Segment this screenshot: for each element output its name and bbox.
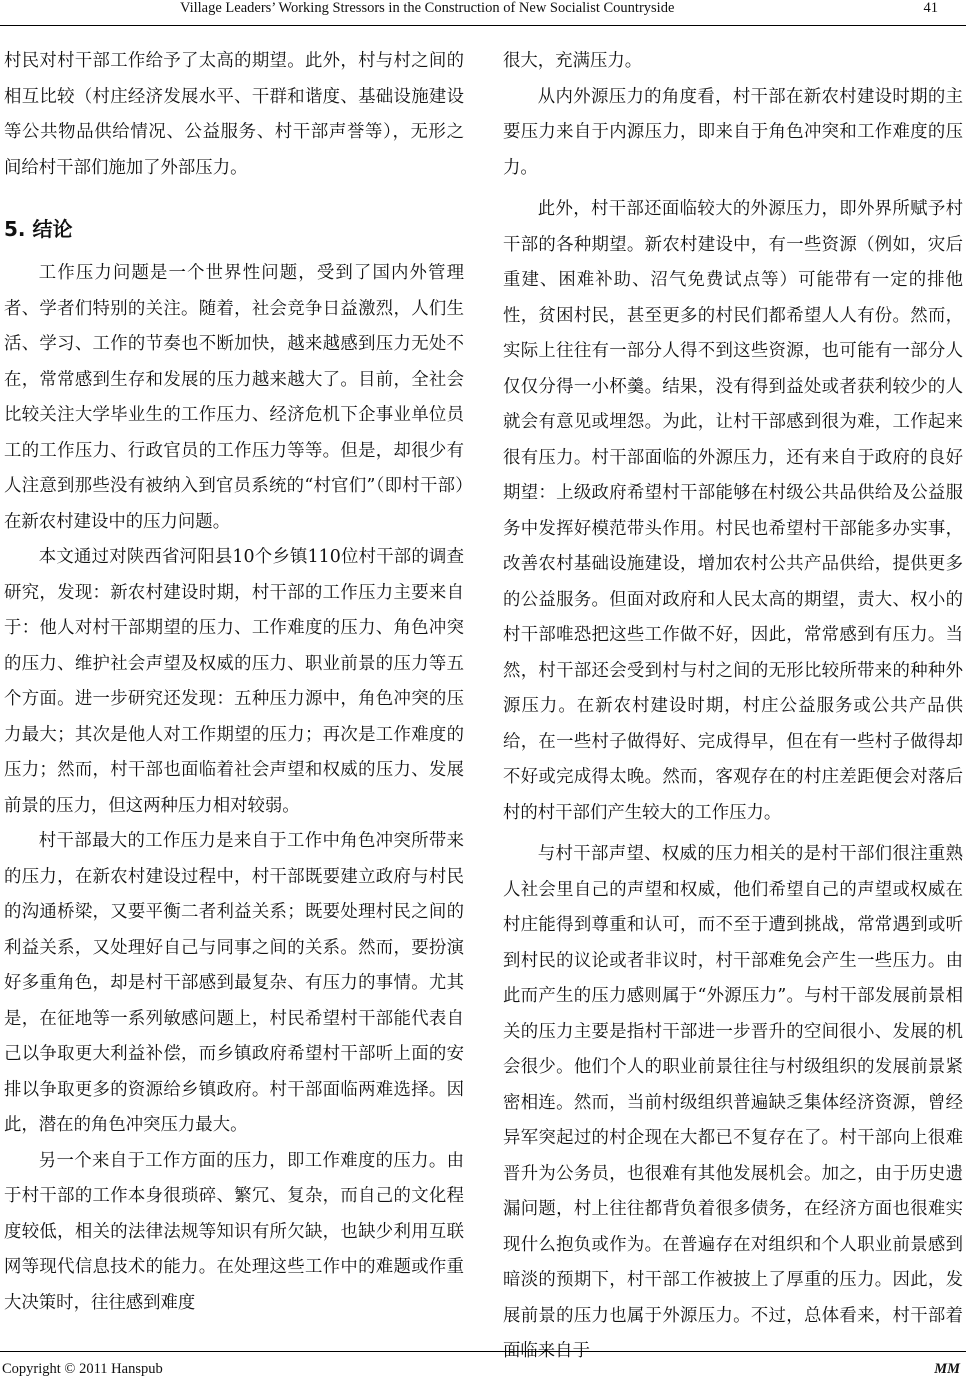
copyright-text: Copyright © 2011 Hanspub <box>2 1361 163 1377</box>
page-footer <box>0 1351 966 1386</box>
right-column <box>503 44 963 1370</box>
paragraph: 工作压力问题是一个世界性问题，受到了国内外管理者、学者们特别的关注。随着，社会竞争日益激烈，人们生活、学习、工作的节奏也不断加快，越来越感到压力无处不在，常常感到生存和发展的压力越来越大了。目前，全社会比较关注大学毕业生的工作压力、经济危机下企事业单位员工的工作压力、行政官员的工作压力等等。但是，却很少有人注意到那些没有被纳入到官员系统的“村官们”（即村干部）在新农村建设中的压力问题。 <box>4 263 464 532</box>
running-title: Village Leaders’ Working Stressors in the Construction of New Socialist Countryside <box>180 0 675 16</box>
paragraph: 此外，村干部还面临较大的外源压力，即外界所赋予村干部的各种期望。新农村建设中，有一些资源（例如，灾后重建、困难补助、沼气免费试点等）可能带有一定的排他性，贫困村民，甚至更多的村民们都希望人人有份。然而，实际上往往有一部分人得不到这些资源，也可能有一部分人仅仅分得一小杯羹。结果，没有得到益处或者获利较少的人就会有意见或埋怨。为此，让村干部感到很为难，工作起来很有压力。村干部面临的外源压力，还有来自于政府的良好期望：上级政府希望村干部能够在村级公共品供给及公益服务中发挥好模范带头作用。村民也希望村干部能多办实事，改善农村基础设施建设，增加农村公共产品供给，提供更多的公益服务。但面对政府和人民太高的期望，责大、权小的村干部唯恐把这些工作做不好，因此，常常感到有压力。当然，村干部还会受到村与村之间的无形比较所带来的种种外源压力。在新农村建设时期，村庄公益服务或公共产品供给，在一些村子做得好、完成得早，但在有一些村子做得却不好或完成得太晚。然而，客观存在的村庄差距便会对落后村的村干部们产生较大的工作压力。 <box>503 199 963 823</box>
paragraph-continued: 很大，充满压力。 <box>503 51 643 71</box>
paragraph: 本文通过对陕西省河阳县10个乡镇110位村干部的调查研究，发现：新农村建设时期，村干部的工作压力主要来自于：他人对村干部期望的压力、工作难度的压力、角色冲突的压力、维护社会声望及权威的压力、职业前景的压力等五个方面。进一步研究还发现：五种压力源中，角色冲突的压力最大；其次是他人对工作期望的压力；再次是工作难度的压力；然而，村干部也面临着社会声望和权威的压力、发展前景的压力，但这两种压力相对较弱。 <box>4 547 464 816</box>
left-column <box>4 44 464 1321</box>
page-number: 41 <box>923 0 938 16</box>
paragraph: 与村干部声望、权威的压力相关的是村干部们很注重熟人社会里自己的声望和权威，他们希望自己的声望或权威在村庄能得到尊重和认可，而不至于遭到挑战，常常遇到或听到村民的议论或者非议时，村干部难免会产生一些压力。由此而产生的压力感则属于“外源压力”。与村干部发展前景相关的压力主要是指村干部进一步晋升的空间很小、发展的机会很少。他们个人的职业前景往往与村级组织的发展前景紧密相连。然而，当前村级组织普遍缺乏集体经济资源，曾经异军突起过的村企现在大都已不复存在了。村干部向上很难晋升为公务员，也很难有其他发展机会。加之，由于历史遗漏问题，村上往往都背负着很多债务，在经济方面也很难实现什么抱负或作为。在普遍存在对组织和个人职业前景感到暗淡的预期下，村干部工作被披上了厚重的压力。因此，发展前景的压力也属于外源压力。不过，总体看来，村干部着面临来自于 <box>503 844 963 1361</box>
paragraph: 从内外源压力的角度看，村干部在新农村建设时期的主要压力来自于内源压力，即来自于角色冲突和工作难度的压力。 <box>503 86 963 178</box>
paragraph-continued: 村民对村干部工作给予了太高的期望。此外，村与村之间的相互比较（村庄经济发展水平、干群和谐度、基础设施建设等公共物品供给情况、公益服务、村干部声誉等），无形之间给村干部们施加了外部压力。 <box>4 51 464 178</box>
section-heading: 5. 结论 <box>4 217 73 241</box>
paragraph: 另一个来自于工作方面的压力，即工作难度的压力。由于村干部的工作本身很琐碎、繁冗、复杂，而自己的文化程度较低，相关的法律法规等知识有所欠缺，也缺少利用互联网等现代信息技术的能力。在处理这些工作中的难题或作重大决策时，往往感到难度 <box>4 1150 464 1313</box>
journal-logo: MM <box>934 1361 960 1377</box>
running-header <box>0 0 966 26</box>
paragraph: 村干部最大的工作压力是来自于工作中角色冲突所带来的压力，在新农村建设过程中，村干部既要建立政府与村民的沟通桥梁，又要平衡二者利益关系；既要处理村民之间的利益关系，又处理好自己与同事之间的关系。然而，要扮演好多重角色，却是村干部感到最复杂、有压力的事情。尤其是，在征地等一系列敏感问题上，村民希望村干部能代表自己以争取更大利益补偿，而乡镇政府希望村干部听上面的安排以争取更多的资源给乡镇政府。村干部面临两难选择。因此，潜在的角色冲突压力最大。 <box>4 831 464 1135</box>
